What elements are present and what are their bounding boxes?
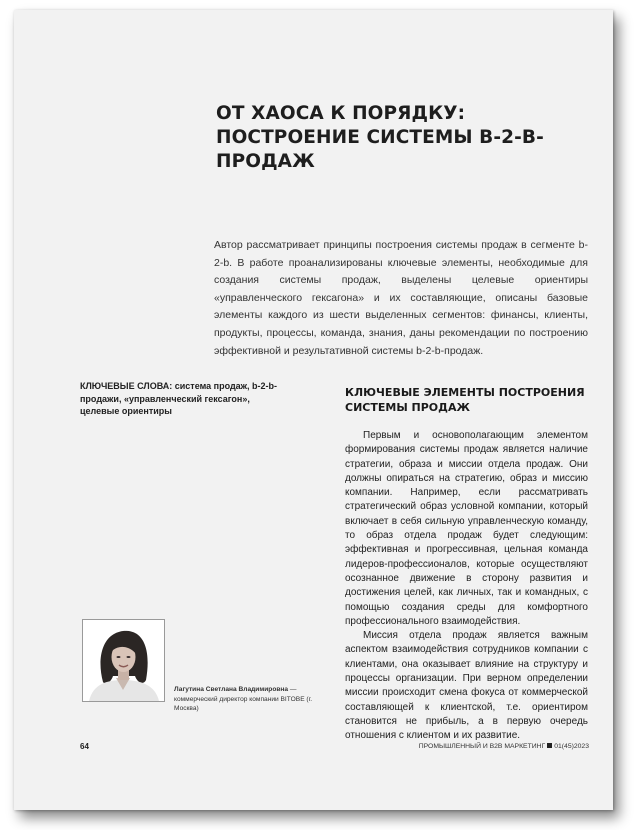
square-separator-icon bbox=[547, 743, 552, 748]
author-caption bbox=[174, 685, 334, 714]
journal-issue: 01(45)2023 bbox=[554, 743, 589, 750]
article-title: ОТ ХАОСА К ПОРЯДКУ: ПОСТРОЕНИЕ СИСТЕМЫ B-2-B-ПРОДАЖ bbox=[216, 103, 544, 172]
article-abstract: Автор рассматривает принципы построения системы продаж в сегменте b-2-b. В работе проанализированы ключевые элементы, необходимые для создания системы продаж, выделены целевые ориентиры «управленческого гексагона» и их составляющие, описаны базовые элементы каждого из шести выделенных сегментов: финансы, клиенты, продукты, процессы, команда, знания, даны рекомендации по построению эффективной и результативной системы b-2-b-продаж. bbox=[214, 239, 588, 357]
author-name: Лагутина Светлана Владимировна bbox=[174, 686, 289, 693]
footer-journal bbox=[419, 743, 589, 750]
body-paragraph: Первым и основополагающим элементом формирования системы продаж является наличие стратегии, образа и миссии отдела продаж. Они должны опираться на стратегию, образ и миссию компании. Например, если рассматривать стратегический образ условной компании, который включает в себя сильную управленческую команду, то образ отдела продаж будет следующим: эффективная и прогрессивная, цельная команда лидеров-профессионалов, которые осуществляют осознанное движение в сторону развития и достижения целей, как личных, так и командных, с помощью создания среды для комфортного профессионального взаимодействия. bbox=[345, 430, 588, 627]
author-role: — коммерческий директор компании BITOBE (г. Москва) bbox=[174, 686, 313, 712]
keywords-label: КЛЮЧЕВЫЕ СЛОВА: bbox=[80, 381, 173, 391]
page-number: 64 bbox=[80, 742, 89, 751]
section-heading: КЛЮЧЕВЫЕ ЭЛЕМЕНТЫ ПОСТРОЕНИЯ СИСТЕМЫ ПРОДАЖ bbox=[345, 386, 585, 414]
journal-page bbox=[14, 10, 613, 810]
article-body bbox=[345, 429, 588, 744]
keywords-block bbox=[80, 380, 280, 418]
keywords-text: система продаж, b-2-b-продажи, «управленческий гексагон», целевые ориентиры bbox=[80, 381, 278, 416]
journal-name: ПРОМЫШЛЕННЫЙ И B2B МАРКЕТИНГ bbox=[418, 743, 546, 750]
author-photo bbox=[82, 619, 165, 702]
body-paragraph: Миссия отдела продаж является важным аспектом взаимодействия сотрудников компании с клиентами, она оказывает влияние на структуру и процессы организации. При верном определении миссии происходит смена фокуса от коммерческой составляющей к клиентской, т.е. ориентиром становится не прибыль, а в первую очередь отношения с клиентом и их развитие. bbox=[345, 630, 588, 742]
